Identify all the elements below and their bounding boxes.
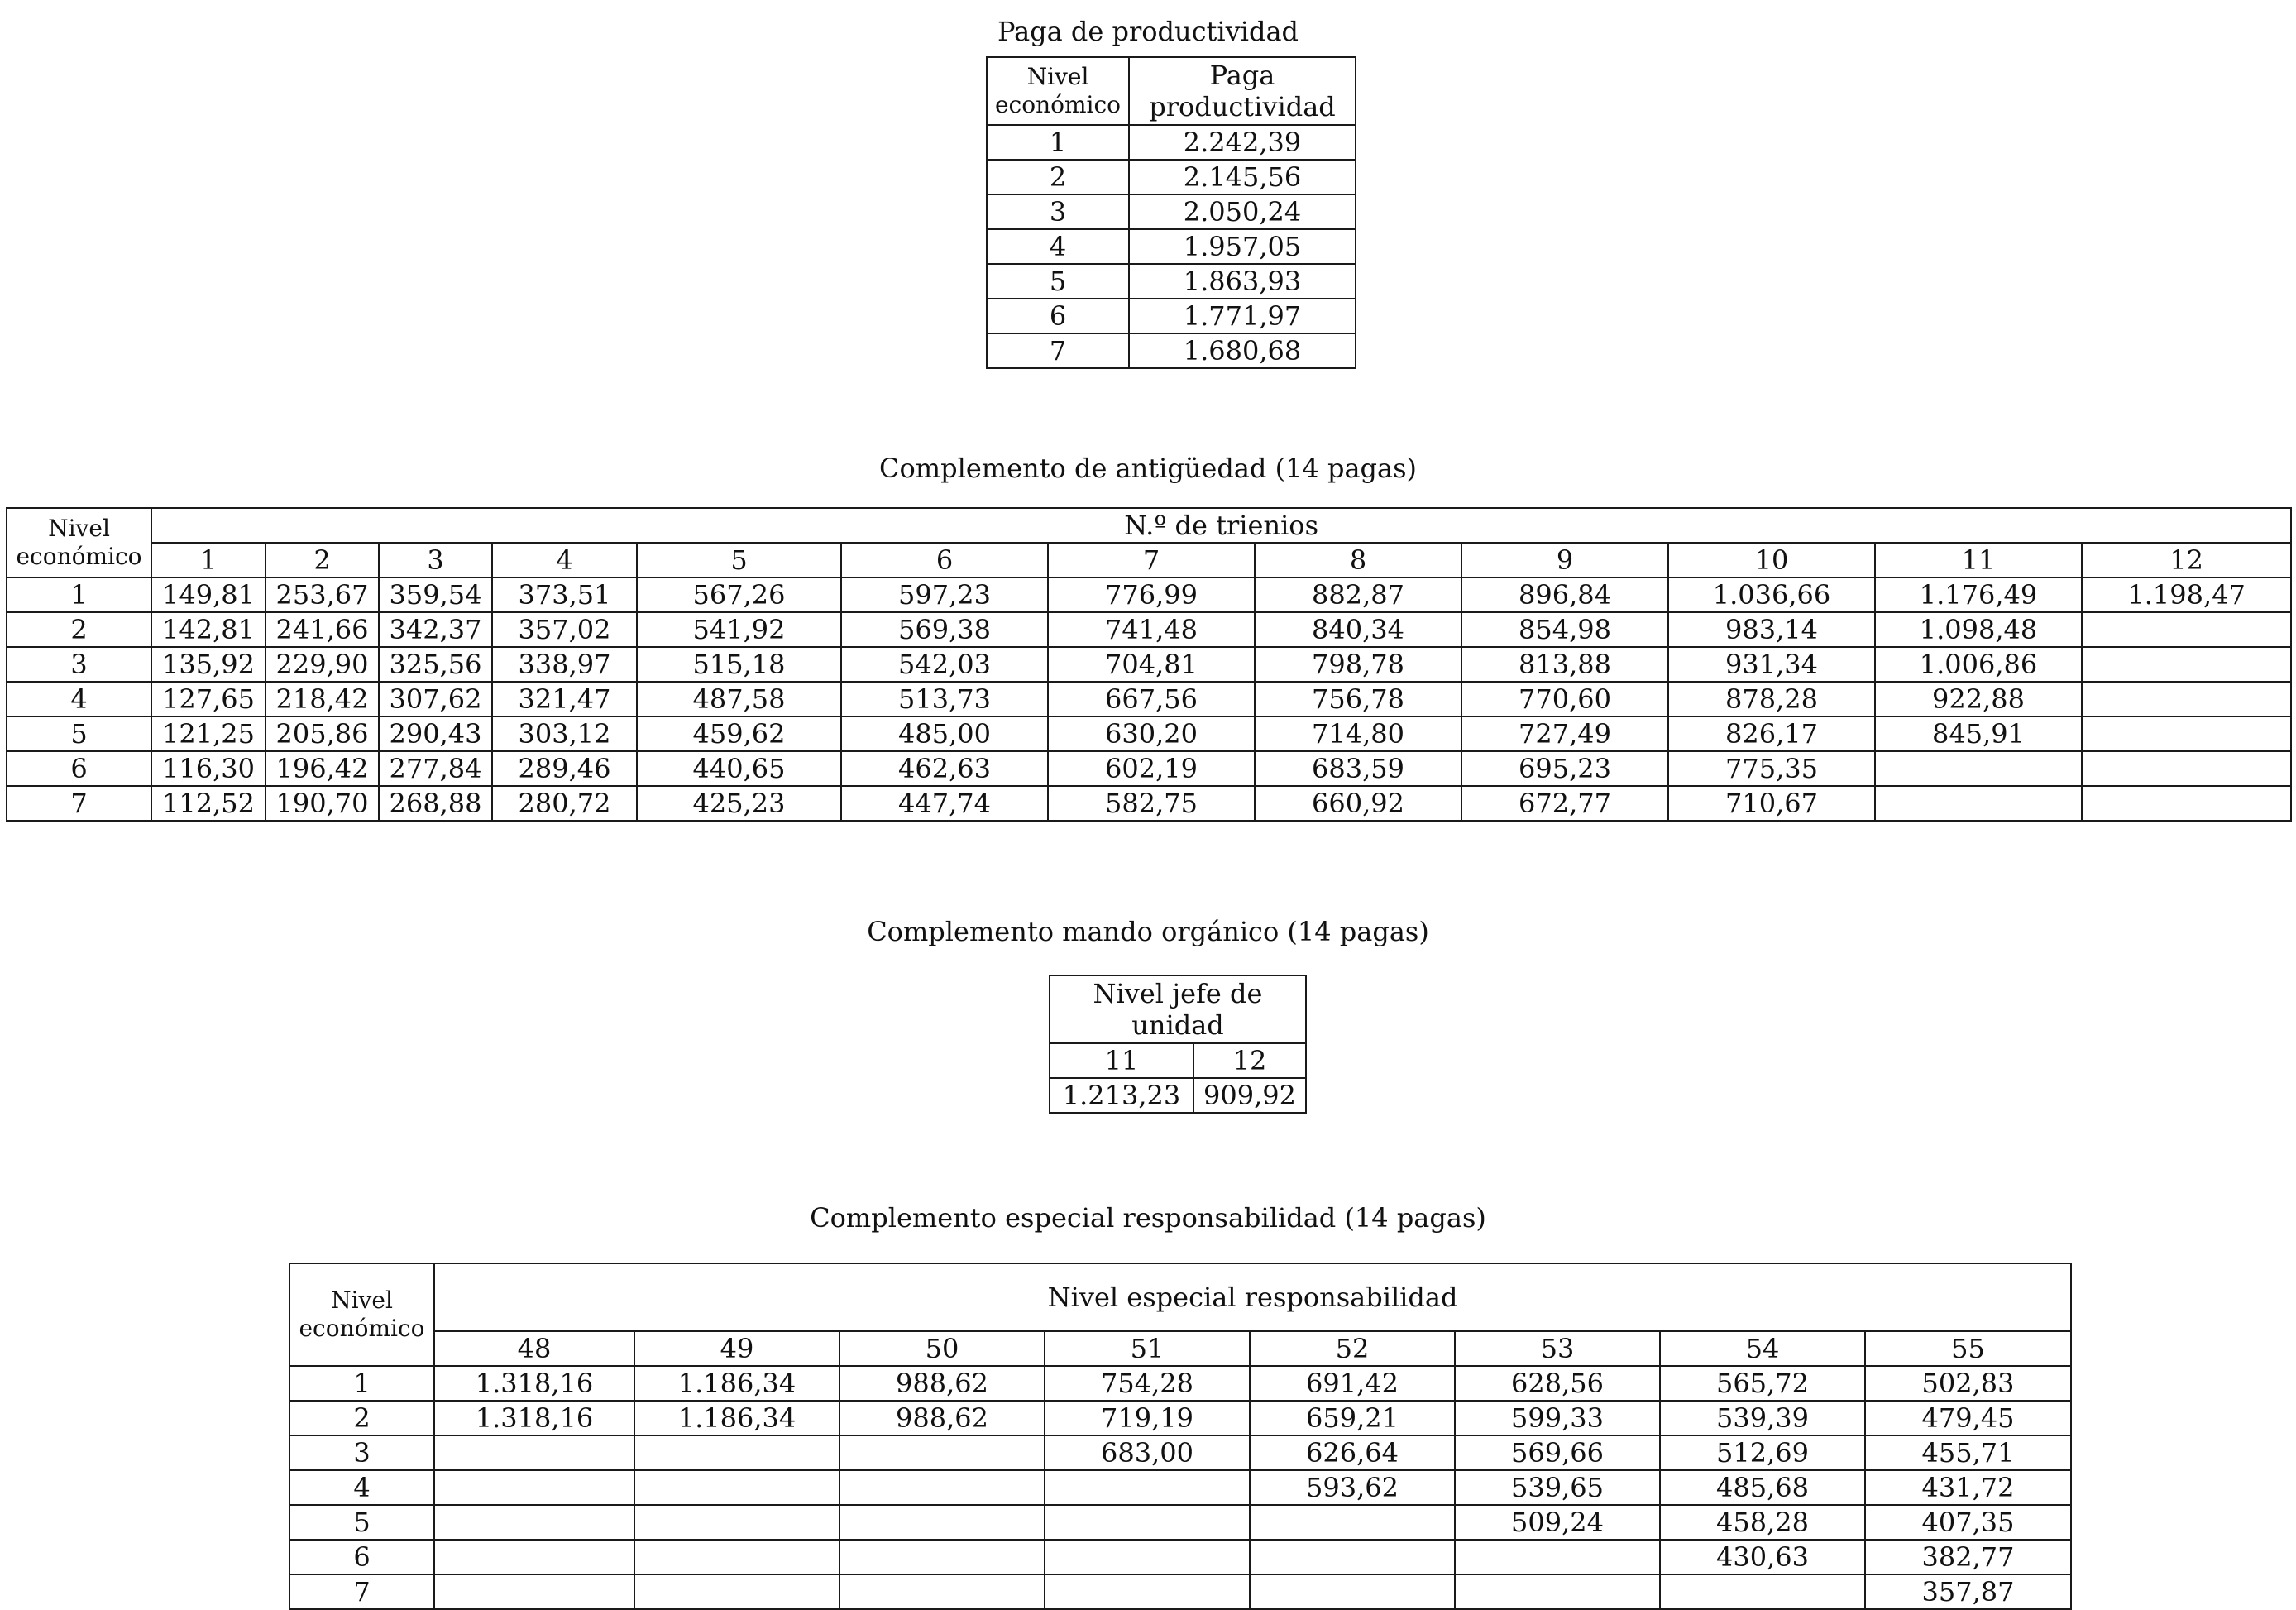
table-cell: 672,77 — [1461, 786, 1668, 821]
table-cell: 455,71 — [1865, 1435, 2071, 1470]
table-cell: 719,19 — [1045, 1401, 1250, 1435]
table-cell — [1250, 1505, 1455, 1540]
table-cell: 2.145,56 — [1129, 160, 1356, 194]
table-row — [7, 716, 2291, 751]
table-cell: 425,23 — [637, 786, 841, 821]
row-label: 6 — [7, 751, 151, 786]
table-cell: 325,56 — [379, 647, 492, 682]
table-cell: 840,34 — [1255, 612, 1461, 647]
table-cell: 1.006,86 — [1875, 647, 2082, 682]
table-cell: 710,67 — [1668, 786, 1875, 821]
row-label: 3 — [289, 1435, 434, 1470]
table-cell: 2.242,39 — [1129, 125, 1356, 160]
column-header: 5 — [637, 543, 841, 577]
table-cell: 988,62 — [839, 1401, 1045, 1435]
table-cell: 878,28 — [1668, 682, 1875, 716]
command-title: Complemento mando orgánico (14 pagas) — [867, 916, 1429, 947]
table-cell: 307,62 — [379, 682, 492, 716]
table-cell — [2082, 786, 2291, 821]
table-cell — [1875, 751, 2082, 786]
table-cell: 515,18 — [637, 647, 841, 682]
table-cell — [1045, 1574, 1250, 1609]
table-cell — [634, 1574, 839, 1609]
column-header: 11 — [1050, 1043, 1193, 1078]
productivity-title: Paga de productividad — [997, 16, 1299, 47]
table-cell: 1.186,34 — [634, 1366, 839, 1401]
table-cell: 2.050,24 — [1129, 194, 1356, 229]
row-label: 7 — [987, 333, 1129, 368]
table-cell: 359,54 — [379, 577, 492, 612]
table-cell: 727,49 — [1461, 716, 1668, 751]
table-cell — [1455, 1540, 1660, 1574]
table-cell: 142,81 — [151, 612, 265, 647]
table-cell: 539,39 — [1660, 1401, 1865, 1435]
table-cell: 280,72 — [492, 786, 637, 821]
table-cell: 770,60 — [1461, 682, 1668, 716]
table-cell: 196,42 — [265, 751, 379, 786]
table-row — [7, 682, 2291, 716]
table-cell — [2082, 682, 2291, 716]
table-cell — [2082, 647, 2291, 682]
table-cell: 447,74 — [841, 786, 1048, 821]
table-cell: 512,69 — [1660, 1435, 1865, 1470]
table-cell — [839, 1470, 1045, 1505]
productivity-table — [986, 56, 1356, 369]
table-cell: 149,81 — [151, 577, 265, 612]
table-cell: 660,92 — [1255, 786, 1461, 821]
table-cell — [434, 1470, 634, 1505]
table-row — [987, 333, 1356, 368]
table-subheader-row — [1050, 1043, 1306, 1078]
table-cell: 695,23 — [1461, 751, 1668, 786]
table-cell: 1.771,97 — [1129, 299, 1356, 333]
table-row — [289, 1540, 2071, 1574]
table-row — [7, 751, 2291, 786]
table-row — [987, 194, 1356, 229]
row-label: 2 — [987, 160, 1129, 194]
group-header-responsabilidad: Nivel especial responsabilidad — [434, 1263, 2071, 1331]
table-cell: 683,00 — [1045, 1435, 1250, 1470]
table-cell — [1660, 1574, 1865, 1609]
table-cell: 775,35 — [1668, 751, 1875, 786]
table-cell: 569,38 — [841, 612, 1048, 647]
row-label: 4 — [289, 1470, 434, 1505]
row-label: 4 — [987, 229, 1129, 264]
table-cell: 988,62 — [839, 1366, 1045, 1401]
table-header-row — [987, 57, 1356, 125]
row-label: 3 — [987, 194, 1129, 229]
table-cell: 485,00 — [841, 716, 1048, 751]
table-cell: 539,65 — [1455, 1470, 1660, 1505]
table-row — [7, 786, 2291, 821]
table-cell: 382,77 — [1865, 1540, 2071, 1574]
table-cell: 321,47 — [492, 682, 637, 716]
column-header: 49 — [634, 1331, 839, 1366]
table-cell: 1.036,66 — [1668, 577, 1875, 612]
table-cell: 909,92 — [1193, 1078, 1306, 1113]
row-label: 5 — [987, 264, 1129, 299]
table-cell: 691,42 — [1250, 1366, 1455, 1401]
row-label: 6 — [987, 299, 1129, 333]
table-row — [987, 299, 1356, 333]
table-cell: 741,48 — [1048, 612, 1255, 647]
column-header: 12 — [1193, 1043, 1306, 1078]
seniority-title: Complemento de antigüedad (14 pagas) — [879, 453, 1417, 484]
table-cell: 1.863,93 — [1129, 264, 1356, 299]
table-cell — [434, 1505, 634, 1540]
column-header: 8 — [1255, 543, 1461, 577]
table-cell — [839, 1435, 1045, 1470]
column-header: 4 — [492, 543, 637, 577]
table-cell: 1.198,47 — [2082, 577, 2291, 612]
table-cell: 541,92 — [637, 612, 841, 647]
table-cell — [634, 1540, 839, 1574]
table-cell: 459,62 — [637, 716, 841, 751]
column-header: 54 — [1660, 1331, 1865, 1366]
table-cell: 373,51 — [492, 577, 637, 612]
table-cell: 1.176,49 — [1875, 577, 2082, 612]
table-cell — [1875, 786, 2082, 821]
table-row — [289, 1505, 2071, 1540]
table-cell: 303,12 — [492, 716, 637, 751]
table-cell: 121,25 — [151, 716, 265, 751]
table-cell: 667,56 — [1048, 682, 1255, 716]
table-row — [987, 125, 1356, 160]
table-cell — [839, 1505, 1045, 1540]
column-header: 52 — [1250, 1331, 1455, 1366]
command-table — [1049, 975, 1307, 1114]
column-header: 53 — [1455, 1331, 1660, 1366]
table-cell: 357,87 — [1865, 1574, 2071, 1609]
column-header: 51 — [1045, 1331, 1250, 1366]
column-header: 7 — [1048, 543, 1255, 577]
table-row — [289, 1401, 2071, 1435]
table-cell: 268,88 — [379, 786, 492, 821]
table-cell: 882,87 — [1255, 577, 1461, 612]
row-label: 1 — [7, 577, 151, 612]
table-cell: 431,72 — [1865, 1470, 2071, 1505]
table-cell: 205,86 — [265, 716, 379, 751]
column-header-paga-productividad: Paga productividad — [1129, 57, 1356, 125]
table-cell: 502,83 — [1865, 1366, 2071, 1401]
table-row — [987, 229, 1356, 264]
table-cell: 127,65 — [151, 682, 265, 716]
table-cell: 626,64 — [1250, 1435, 1455, 1470]
column-header: 50 — [839, 1331, 1045, 1366]
table-cell — [434, 1574, 634, 1609]
table-cell: 229,90 — [265, 647, 379, 682]
table-cell: 1.680,68 — [1129, 333, 1356, 368]
column-header: 12 — [2082, 543, 2291, 577]
table-cell — [2082, 612, 2291, 647]
table-cell: 430,63 — [1660, 1540, 1865, 1574]
table-cell: 462,63 — [841, 751, 1048, 786]
table-cell: 542,03 — [841, 647, 1048, 682]
table-cell: 754,28 — [1045, 1366, 1250, 1401]
table-cell — [1250, 1540, 1455, 1574]
table-cell: 485,68 — [1660, 1470, 1865, 1505]
table-cell: 241,66 — [265, 612, 379, 647]
table-cell: 714,80 — [1255, 716, 1461, 751]
table-cell: 931,34 — [1668, 647, 1875, 682]
table-cell: 479,45 — [1865, 1401, 2071, 1435]
table-row — [7, 612, 2291, 647]
row-label: 7 — [7, 786, 151, 821]
table-cell: 602,19 — [1048, 751, 1255, 786]
table-cell — [2082, 716, 2291, 751]
table-row — [289, 1366, 2071, 1401]
table-cell: 1.318,16 — [434, 1366, 634, 1401]
table-cell: 630,20 — [1048, 716, 1255, 751]
table-row — [7, 577, 2291, 612]
group-header-jefe-unidad: Nivel jefe de unidad — [1050, 975, 1306, 1043]
table-header-row — [7, 508, 2291, 543]
table-cell: 756,78 — [1255, 682, 1461, 716]
table-cell — [434, 1540, 634, 1574]
table-cell: 1.186,34 — [634, 1401, 839, 1435]
table-cell: 597,23 — [841, 577, 1048, 612]
column-header: 11 — [1875, 543, 2082, 577]
table-cell: 218,42 — [265, 682, 379, 716]
table-cell — [839, 1574, 1045, 1609]
table-cell — [1455, 1574, 1660, 1609]
table-cell: 116,30 — [151, 751, 265, 786]
row-label: 5 — [7, 716, 151, 751]
table-cell: 659,21 — [1250, 1401, 1455, 1435]
table-subheader-row — [289, 1331, 2071, 1366]
table-cell: 112,52 — [151, 786, 265, 821]
table-header-row — [289, 1263, 2071, 1331]
row-label: 5 — [289, 1505, 434, 1540]
table-cell: 582,75 — [1048, 786, 1255, 821]
table-row — [289, 1435, 2071, 1470]
column-header: 9 — [1461, 543, 1668, 577]
column-header: 6 — [841, 543, 1048, 577]
special-title: Complemento especial responsabilidad (14 pagas) — [810, 1202, 1486, 1234]
table-cell: 509,24 — [1455, 1505, 1660, 1540]
column-header: 48 — [434, 1331, 634, 1366]
table-cell — [634, 1470, 839, 1505]
table-cell — [634, 1505, 839, 1540]
table-cell — [839, 1540, 1045, 1574]
group-header-trienios: N.º de trienios — [151, 508, 2291, 543]
table-cell: 628,56 — [1455, 1366, 1660, 1401]
table-cell: 593,62 — [1250, 1470, 1455, 1505]
table-cell: 826,17 — [1668, 716, 1875, 751]
table-cell: 567,26 — [637, 577, 841, 612]
table-cell: 290,43 — [379, 716, 492, 751]
table-cell: 277,84 — [379, 751, 492, 786]
table-cell: 776,99 — [1048, 577, 1255, 612]
row-label: 6 — [289, 1540, 434, 1574]
table-cell: 896,84 — [1461, 577, 1668, 612]
table-cell: 599,33 — [1455, 1401, 1660, 1435]
table-subheader-row — [7, 543, 2291, 577]
table-cell: 458,28 — [1660, 1505, 1865, 1540]
table-cell: 565,72 — [1660, 1366, 1865, 1401]
table-cell: 357,02 — [492, 612, 637, 647]
table-cell: 253,67 — [265, 577, 379, 612]
table-cell: 1.957,05 — [1129, 229, 1356, 264]
table-cell: 813,88 — [1461, 647, 1668, 682]
table-cell: 338,97 — [492, 647, 637, 682]
row-label: 2 — [7, 612, 151, 647]
row-label: 1 — [289, 1366, 434, 1401]
table-cell: 569,66 — [1455, 1435, 1660, 1470]
table-cell — [634, 1435, 839, 1470]
row-label: 3 — [7, 647, 151, 682]
table-cell: 798,78 — [1255, 647, 1461, 682]
table-cell: 407,35 — [1865, 1505, 2071, 1540]
table-header-row — [1050, 975, 1306, 1043]
row-label: 1 — [987, 125, 1129, 160]
table-row — [289, 1470, 2071, 1505]
column-header: 55 — [1865, 1331, 2071, 1366]
column-header: 10 — [1668, 543, 1875, 577]
table-row — [289, 1574, 2071, 1609]
row-label: 4 — [7, 682, 151, 716]
special-table — [289, 1263, 2072, 1610]
table-cell: 289,46 — [492, 751, 637, 786]
row-label: 7 — [289, 1574, 434, 1609]
table-row — [1050, 1078, 1306, 1113]
table-cell: 983,14 — [1668, 612, 1875, 647]
table-cell: 854,98 — [1461, 612, 1668, 647]
table-row — [7, 647, 2291, 682]
table-cell: 845,91 — [1875, 716, 2082, 751]
table-cell: 704,81 — [1048, 647, 1255, 682]
row-label: 2 — [289, 1401, 434, 1435]
table-cell: 1.098,48 — [1875, 612, 2082, 647]
table-cell: 190,70 — [265, 786, 379, 821]
table-cell: 487,58 — [637, 682, 841, 716]
table-cell: 342,37 — [379, 612, 492, 647]
table-cell: 922,88 — [1875, 682, 2082, 716]
seniority-table — [6, 507, 2292, 822]
column-header: 2 — [265, 543, 379, 577]
column-header-nivel-economico: Nivel económico — [987, 57, 1129, 125]
column-header: 3 — [379, 543, 492, 577]
table-cell: 1.213,23 — [1050, 1078, 1193, 1113]
column-header: 1 — [151, 543, 265, 577]
table-cell — [1045, 1540, 1250, 1574]
table-cell — [1045, 1505, 1250, 1540]
table-cell: 1.318,16 — [434, 1401, 634, 1435]
table-cell — [2082, 751, 2291, 786]
table-row — [987, 264, 1356, 299]
table-cell — [1250, 1574, 1455, 1609]
table-cell — [434, 1435, 634, 1470]
row-header-nivel-economico: Nivel económico — [289, 1263, 434, 1366]
table-cell — [1045, 1470, 1250, 1505]
row-header-nivel-economico: Nivel económico — [7, 508, 151, 577]
table-cell: 513,73 — [841, 682, 1048, 716]
table-row — [987, 160, 1356, 194]
table-cell: 135,92 — [151, 647, 265, 682]
table-cell: 440,65 — [637, 751, 841, 786]
table-cell: 683,59 — [1255, 751, 1461, 786]
